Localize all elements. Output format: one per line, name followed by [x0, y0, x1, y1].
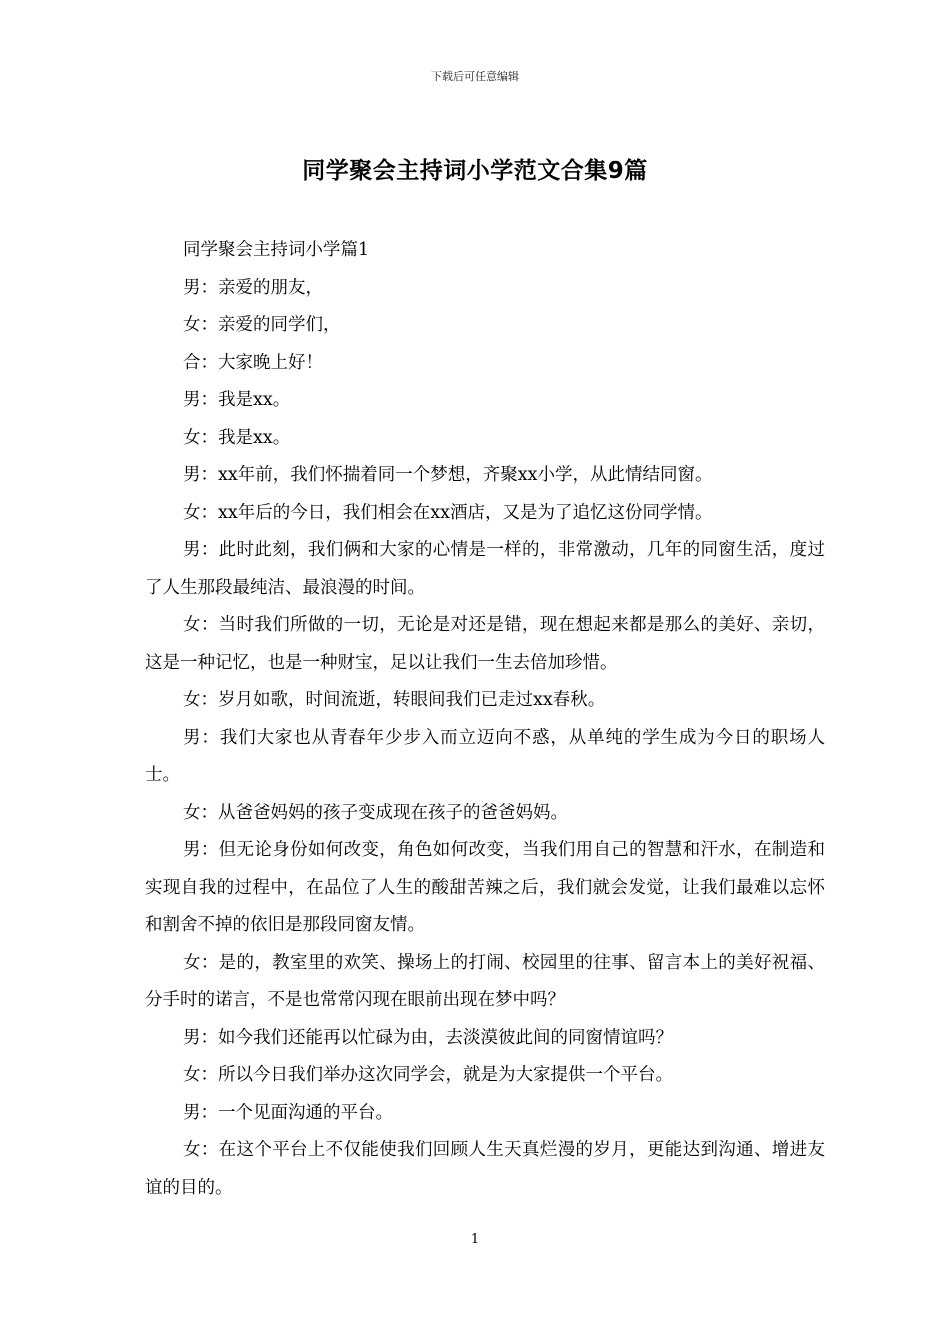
paragraph: 女：在这个平台上不仅能使我们回顾人生天真烂漫的岁月，更能达到沟通、增进友谊的目的。	[145, 1140, 825, 1198]
paragraph: 男：一个见面沟通的平台。	[183, 1102, 393, 1123]
paragraph: 男：我是xx。	[183, 390, 291, 410]
section-heading: 同学聚会主持词小学篇1	[183, 240, 370, 260]
paragraph: 女：从爸爸妈妈的孩子变成现在孩子的爸爸妈妈。	[183, 802, 568, 823]
page-number: 1	[470, 1232, 480, 1247]
paragraph: 女：是的，教室里的欢笑、操场上的打闹、校园里的往事、留言本上的美好祝福、分手时的诺言，不是也常常闪现在眼前出现在梦中吗？	[145, 952, 825, 1010]
paragraph: 女：岁月如歌，时间流逝，转眼间我们已走过xx春秋。	[183, 690, 606, 710]
document-title: 同学聚会主持词小学范文合集9篇	[302, 158, 648, 184]
paragraph: 女：亲爱的同学们，	[183, 315, 341, 335]
paragraph: 男：但无论身份如何改变，角色如何改变，当我们用自己的智慧和汗水，在制造和实现自我的过程中，在品位了人生的酸甜苦辣之后，我们就会发觉，让我们最难以忘怀和割舍不掉的依旧是那段同窗友情。	[145, 840, 825, 935]
paragraph: 男：我们大家也从青春年少步入而立迈向不惑，从单纯的学生成为今日的职场人士。	[145, 727, 825, 785]
paragraph: 男：此时此刻，我们俩和大家的心情是一样的，非常激动，几年的同窗生活，度过了人生那段最纯洁、最浪漫的时间。	[145, 540, 825, 598]
header-note: 下载后可任意编辑	[431, 70, 519, 83]
paragraph: 女：xx年后的今日，我们相会在xx酒店，又是为了追忆这份同学情。	[183, 502, 713, 523]
document-body	[145, 232, 825, 1207]
paragraph: 合：大家晚上好！	[183, 352, 323, 373]
paragraph: 女：我是xx。	[183, 427, 291, 448]
paragraph: 男：如今我们还能再以忙碌为由，去淡漠彼此间的同窗情谊吗？	[183, 1027, 673, 1048]
paragraph: 男：xx年前，我们怀揣着同一个梦想，齐聚xx小学，从此情结同窗。	[183, 465, 713, 485]
paragraph: 女：所以今日我们举办这次同学会，就是为大家提供一个平台。	[183, 1065, 673, 1085]
paragraph: 男：亲爱的朋友，	[183, 277, 323, 298]
paragraph: 女：当时我们所做的一切，无论是对还是错，现在想起来都是那么的美好、亲切，这是一种记忆，也是一种财宝，足以让我们一生去倍加珍惜。	[145, 615, 825, 673]
